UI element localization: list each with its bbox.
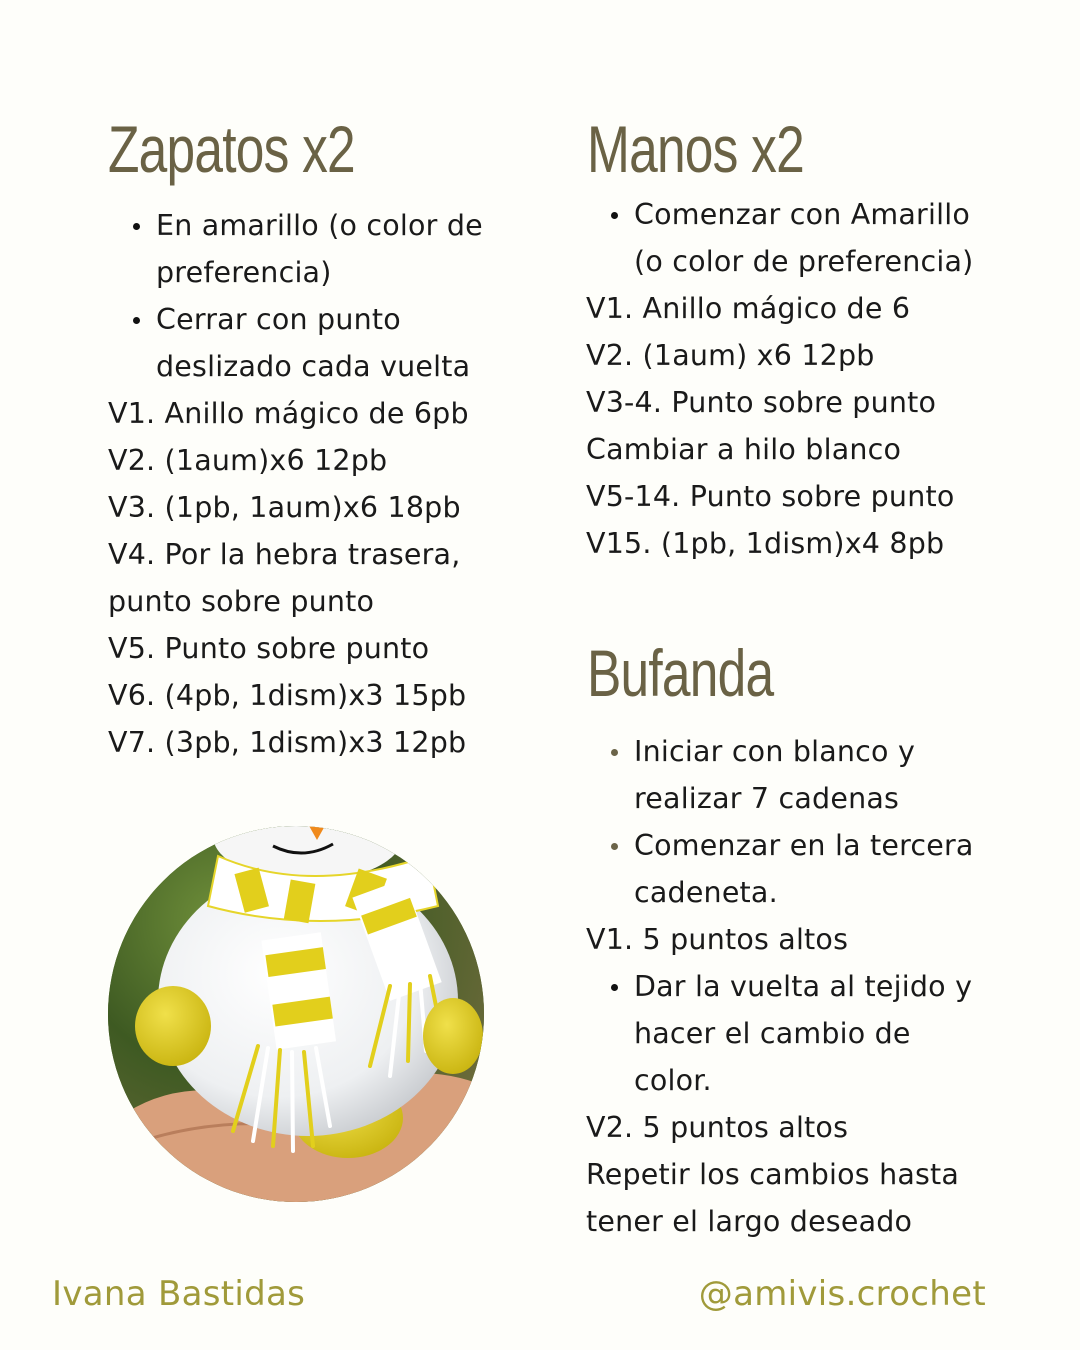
pattern-row: V2. (1aum) x6 12pb [586,339,875,372]
pattern-row: V1. Anillo mágico de 6pb [108,397,469,430]
bullet-item [108,202,483,296]
bullet-icon [611,749,618,756]
bullet-text: Iniciar con blanco y [634,735,916,768]
pattern-row: V6. (4pb, 1dism)x3 15pb [108,679,467,712]
pattern-row: V4. Por la hebra trasera, [108,538,461,571]
pattern-row: V5. Punto sobre punto [108,632,430,665]
heading-manos: Manos x2 [587,112,804,186]
bullet-icon [611,843,618,850]
bullet-icon [611,212,618,219]
pattern-row: V3. (1pb, 1aum)x6 18pb [108,491,461,524]
pattern-row: V7. (3pb, 1dism)x3 12pb [108,726,467,759]
pattern-row: punto sobre punto [108,585,375,618]
pattern-row: V15. (1pb, 1dism)x4 8pb [586,527,945,560]
pattern-row: Repetir los cambios hasta [586,1158,960,1191]
pattern-row: V1. Anillo mágico de 6 [586,292,911,325]
heading-zapatos: Zapatos x2 [108,112,355,186]
pattern-row: Cambiar a hilo blanco [586,433,902,466]
pattern-row: V2. (1aum)x6 12pb [108,444,388,477]
bullet-item [586,963,974,1104]
bullet-item [586,191,973,285]
pattern-row: tener el largo deseado [586,1205,913,1238]
manos-section [586,191,973,567]
pattern-row: V1. 5 puntos altos [586,923,849,956]
bullet-text: Comenzar con Amarillo [634,198,970,231]
pattern-row: V2. 5 puntos altos [586,1111,849,1144]
bullet-item [108,296,483,390]
bullet-text: deslizado cada vuelta [156,350,471,383]
bullet-text: color. [634,1064,712,1097]
heading-bufanda: Bufanda [587,636,774,710]
pattern-row: V3-4. Punto sobre punto [586,386,937,419]
bullet-text: (o color de preferencia) [634,245,974,278]
bullet-text: cadeneta. [634,876,778,909]
bufanda-section [586,728,974,1245]
bullet-text: Cerrar con punto [156,303,401,336]
instagram-handle[interactable]: @amivis.crochet [698,1274,986,1314]
bullet-icon [133,317,140,324]
bullet-text: preferencia) [156,256,332,289]
bullet-text: hacer el cambio de [634,1017,911,1050]
snowman-photo [108,826,484,1202]
bullet-icon [133,223,140,230]
bullet-item [586,728,974,822]
bullet-text: Dar la vuelta al tejido y [634,970,973,1003]
pattern-row: V5-14. Punto sobre punto [586,480,955,513]
bullet-item [586,822,974,916]
bullet-text: En amarillo (o color de [156,209,483,242]
bullet-text: Comenzar en la tercera [634,829,974,862]
bullet-text: realizar 7 cadenas [634,782,900,815]
author-name: Ivana Bastidas [52,1274,306,1314]
zapatos-section [108,202,483,766]
bullet-icon [611,984,618,991]
amigurumi-snowman-image [108,826,484,1202]
